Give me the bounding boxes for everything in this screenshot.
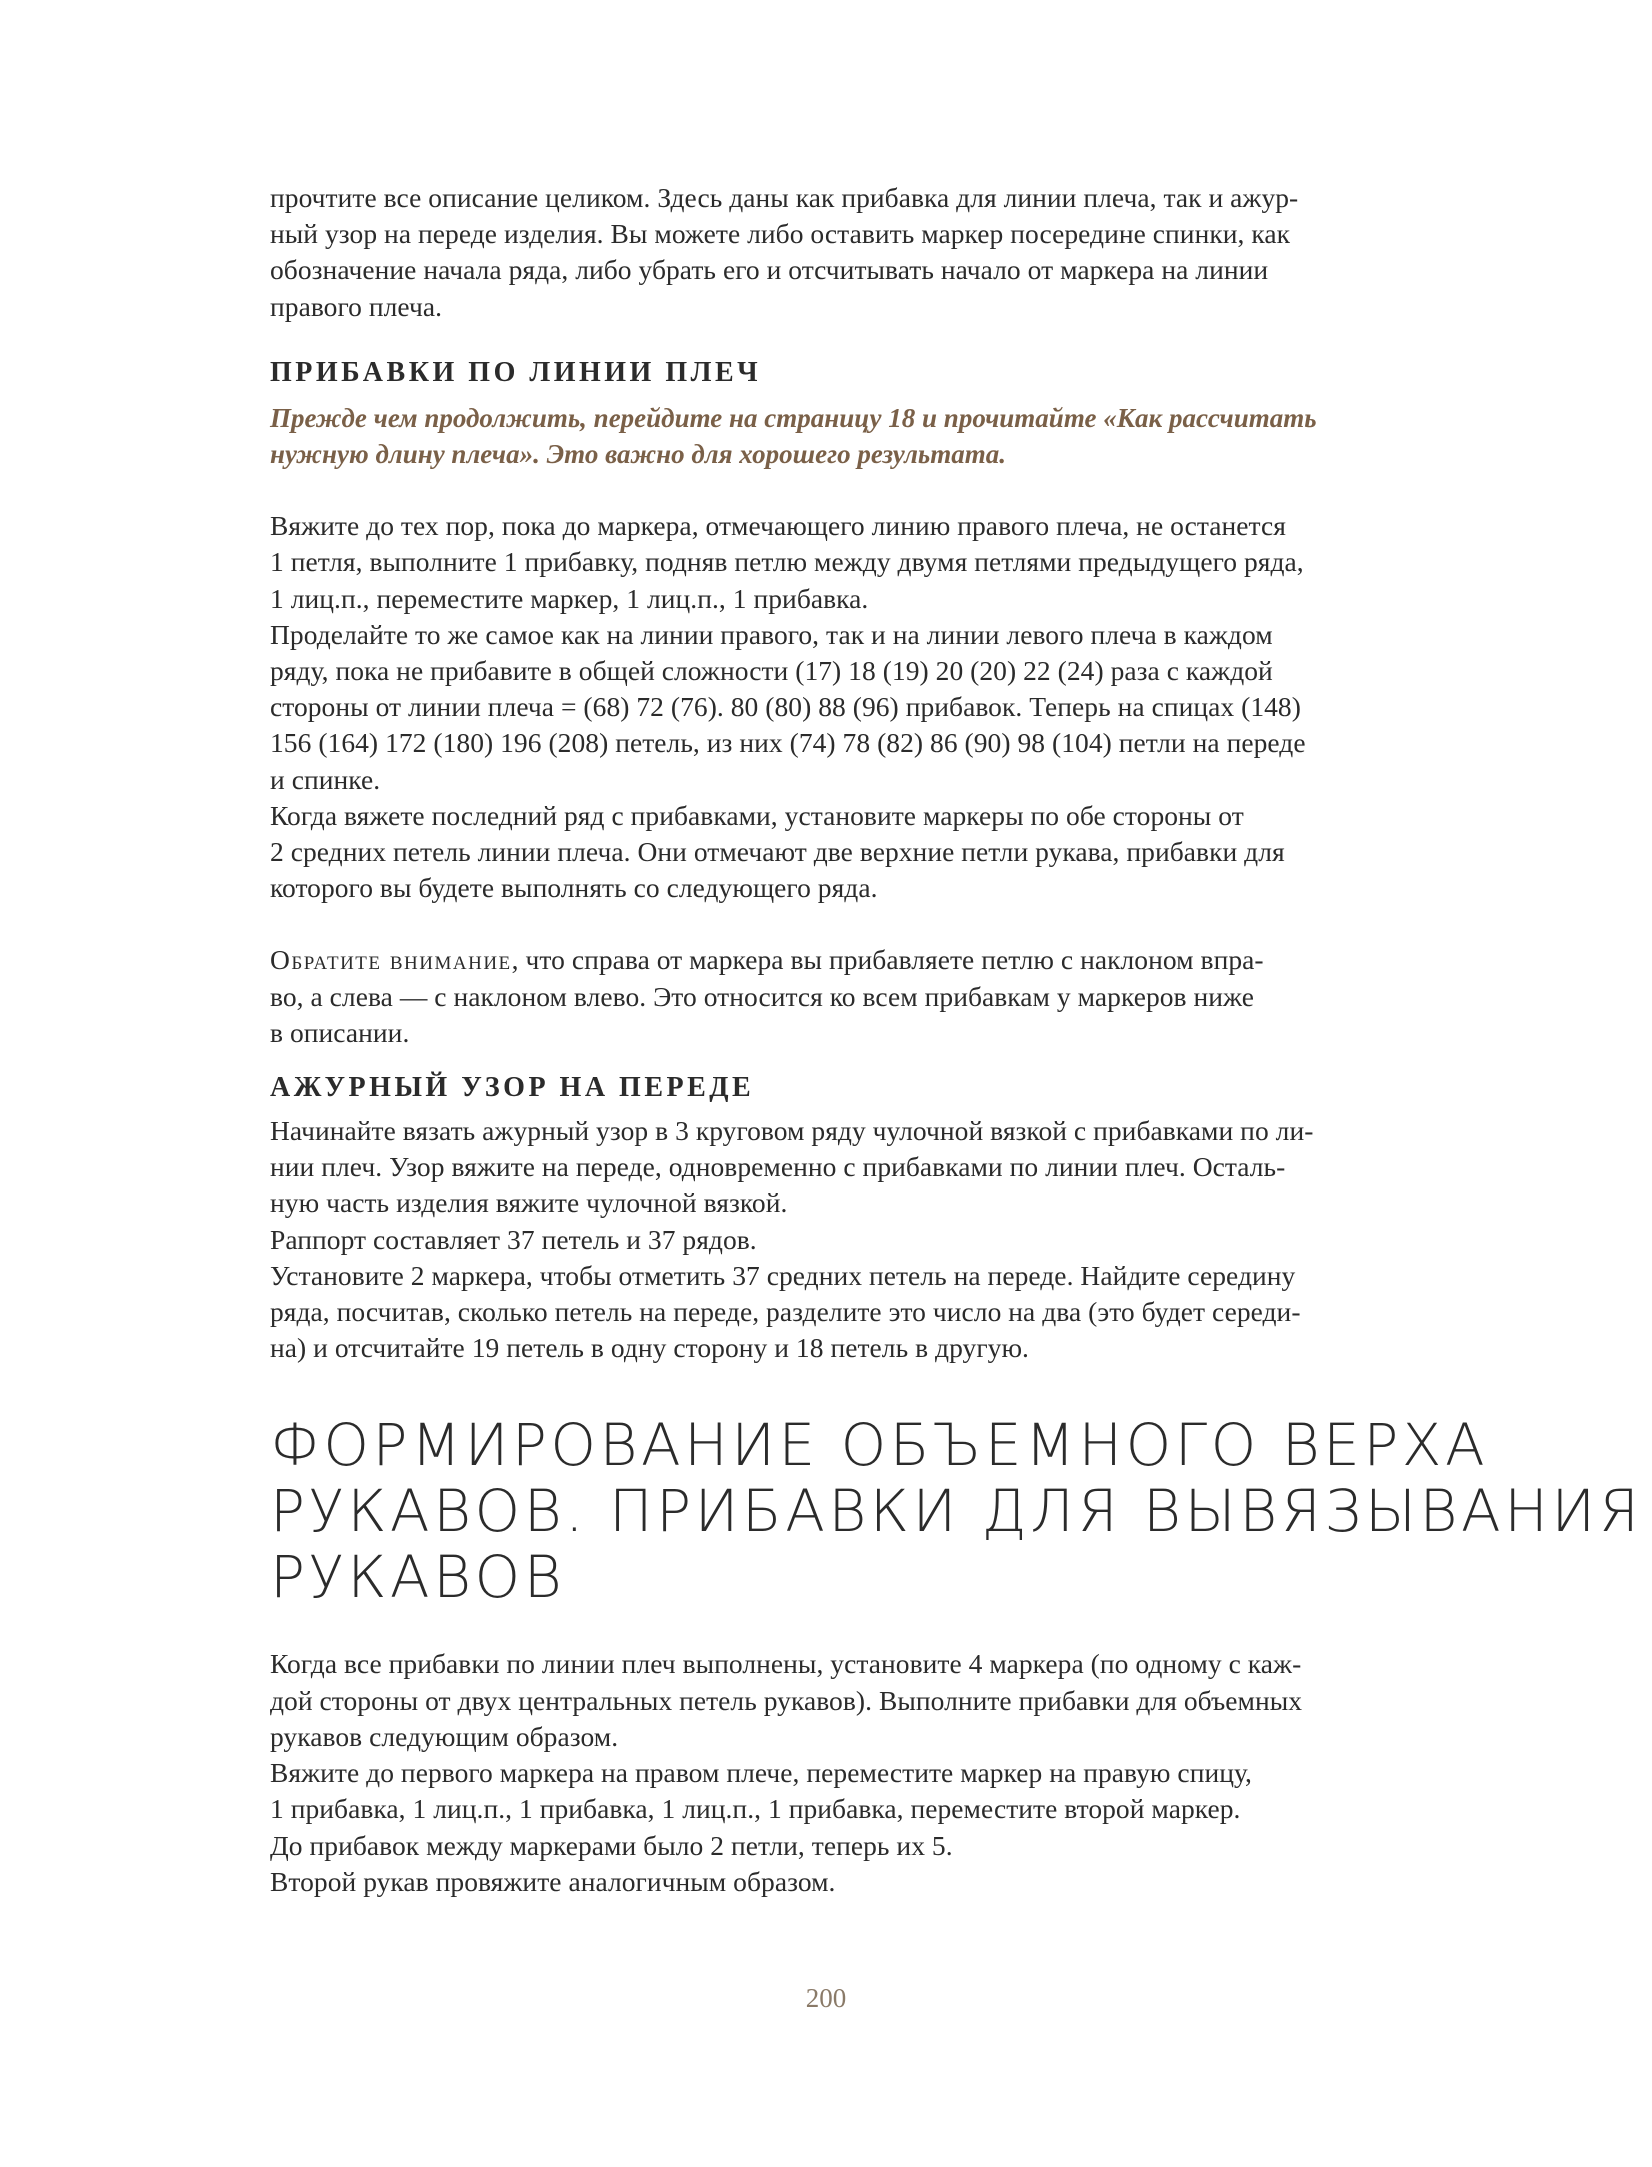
text-line: ряда, посчитав, сколько петель на переде, разделите это число на два (это будет середи-	[270, 1296, 1301, 1328]
attention-paragraph	[270, 942, 1400, 1051]
section-heading-lace-pattern: АЖУРНЫЙ УЗОР НА ПЕРЕДЕ	[270, 1072, 755, 1104]
callout-note	[270, 400, 1400, 472]
text-line: обозначение начала ряда, либо убрать его и отсчитывать начало от маркера на линии	[270, 254, 1269, 286]
chapter-heading-sleeves	[270, 1411, 1643, 1612]
text-line: ный узор на переде изделия. Вы можете либо оставить маркер посередине спинки, как	[270, 218, 1291, 250]
text-line: Когда вяжете последний ряд с прибавками, установите маркеры по обе стороны от	[270, 799, 1244, 831]
text-line: Начинайте вязать ажурный узор в 3 круговом ряду чулочной вязкой с прибавками по ли-	[270, 1115, 1314, 1147]
text-line: на) и отсчитайте 19 петель в одну сторону и 18 петель в другую.	[270, 1332, 1029, 1364]
attention-text: , что справа от маркера вы прибавляете петлю с наклоном впра-	[511, 944, 1264, 976]
heading-line: РУКАВОВ	[270, 1543, 566, 1612]
section-heading-shoulder-increases: ПРИБАВКИ ПО ЛИНИИ ПЛЕЧ	[270, 356, 762, 388]
text-line: Второй рукав провяжите аналогичным образом.	[270, 1865, 836, 1897]
text-line: Установите 2 маркера, чтобы отметить 37 средних петель на переде. Найдите середину	[270, 1259, 1296, 1291]
text-line: Проделайте то же самое как на линии правого, так и на линии левого плеча в каждом	[270, 618, 1273, 650]
text-line: во, а слева — с наклоном влево. Это относится ко всем прибавкам у маркеров ниже	[270, 980, 1254, 1012]
text-line: До прибавок между маркерами было 2 петли, теперь их 5.	[270, 1829, 953, 1861]
intro-paragraph	[270, 180, 1400, 325]
text-line: Вяжите до первого маркера на правом плече, переместите маркер на правую спицу,	[270, 1757, 1252, 1789]
text-line: стороны от линии плеча = (68) 72 (76). 80 (80) 88 (96) прибавок. Теперь на спицах (148)	[270, 691, 1301, 723]
sleeve-paragraph	[270, 1646, 1400, 1899]
heading-line: РУКАВОВ. ПРИБАВКИ ДЛЯ ВЫВЯЗЫВАНИЯ	[270, 1477, 1643, 1546]
text-line: в описании.	[270, 1016, 410, 1048]
text-line: 156 (164) 172 (180) 196 (208) петель, из них (74) 78 (82) 86 (90) 98 (104) петли на переде	[270, 727, 1306, 759]
text-line: Раппорт составляет 37 петель и 37 рядов.	[270, 1223, 757, 1255]
text-line: 2 средних петель линии плеча. Они отмечают две верхние петли рукава, прибавки для	[270, 836, 1285, 868]
text-line: 1 петля, выполните 1 прибавку, подняв петлю между двумя петлями предыдущего ряда,	[270, 546, 1304, 578]
text-line: правого плеча.	[270, 290, 443, 322]
note-line: Прежде чем продолжить, перейдите на страницу 18 и прочитайте «Как рассчитать	[270, 402, 1317, 433]
text-line: Вяжите до тех пор, пока до маркера, отмечающего линию правого плеча, не останется	[270, 510, 1286, 542]
book-page	[270, 180, 1643, 1900]
text-line: Когда все прибавки по линии плеч выполнены, установите 4 маркера (по одному с каж-	[270, 1648, 1302, 1680]
page-number: 200	[805, 1983, 847, 2013]
note-line: нужную длину плеча». Это важно для хорошего результата.	[270, 439, 1007, 470]
shoulder-paragraph	[270, 508, 1400, 906]
text-line: и спинке.	[270, 763, 381, 795]
text-line: рукавов следующим образом.	[270, 1720, 619, 1752]
text-line: прочтите все описание целиком. Здесь даны как прибавка для линии плеча, так и ажур-	[270, 182, 1299, 213]
text-line	[270, 942, 1400, 978]
text-line: дой стороны от двух центральных петель рукавов). Выполните прибавки для объемных	[270, 1684, 1303, 1716]
attention-lead: Обратите внимание	[270, 944, 512, 976]
text-line: 1 прибавка, 1 лиц.п., 1 прибавка, 1 лиц.п., 1 прибавка, переместите второй маркер.	[270, 1793, 1241, 1825]
text-line: нии плеч. Узор вяжите на переде, одновременно с прибавками по линии плеч. Осталь-	[270, 1151, 1286, 1183]
text-line: которого вы будете выполнять со следующего ряда.	[270, 872, 878, 904]
text-line: ряду, пока не прибавите в общей сложности (17) 18 (19) 20 (20) 22 (24) раза с каждой	[270, 655, 1273, 687]
heading-line: ФОРМИРОВАНИЕ ОБЪЕМНОГО ВЕРХА	[270, 1411, 1489, 1480]
text-line: ную часть изделия вяжите чулочной вязкой.	[270, 1187, 788, 1219]
text-line: 1 лиц.п., переместите маркер, 1 лиц.п., 1 прибавка.	[270, 582, 869, 614]
lace-paragraph	[270, 1113, 1400, 1366]
